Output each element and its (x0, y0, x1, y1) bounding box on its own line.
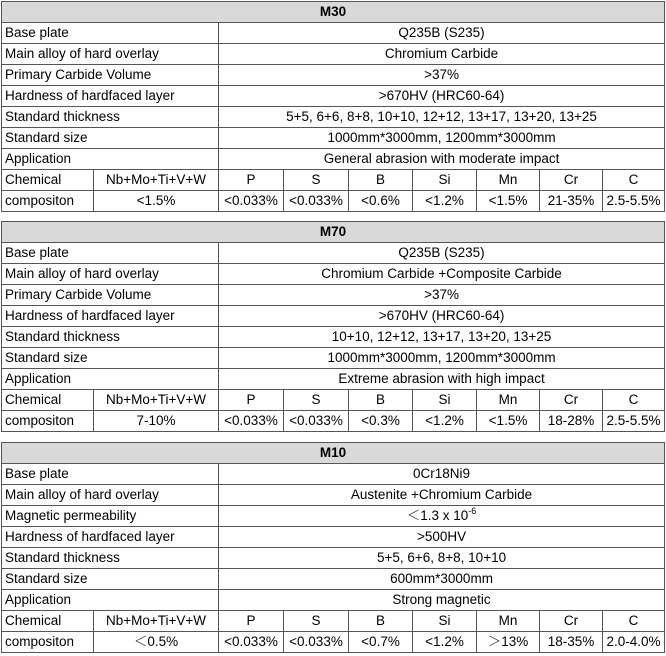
spec-table-m70 (1, 221, 665, 432)
chem-value: 2.5-5.5% (603, 411, 665, 432)
chem-value: <0.033% (284, 191, 349, 212)
table-row (2, 485, 665, 506)
chem-header: P (219, 170, 284, 191)
spec-table-m30 (1, 1, 665, 212)
chem-value: <0.7% (349, 632, 413, 653)
chem-header: P (219, 390, 284, 411)
chem-header: Si (413, 390, 477, 411)
chem-value: <0.033% (219, 191, 284, 212)
chem-header: Mn (477, 170, 540, 191)
chem-value: 18-35% (540, 632, 603, 653)
chem-header: Mn (477, 390, 540, 411)
row-value: Strong magnetic (219, 590, 665, 611)
table-row (2, 348, 665, 369)
chem-value: 18-28% (540, 411, 603, 432)
permeability-exponent: -6 (468, 505, 477, 516)
chem-value: ＜0.5% (94, 632, 219, 653)
row-label: Magnetic permeability (2, 506, 219, 527)
chem-value: <0.3% (349, 411, 413, 432)
chem-label: Chemical (2, 170, 94, 191)
table-row (2, 548, 665, 569)
chem-value: <0.033% (219, 632, 284, 653)
chem-header: Nb+Mo+Ti+V+W (94, 170, 219, 191)
chem-value: <1.2% (413, 632, 477, 653)
row-label: Primary Carbide Volume (2, 65, 219, 86)
chem-header: C (603, 390, 665, 411)
chem-value: 21-35% (540, 191, 603, 212)
row-label: Standard size (2, 569, 219, 590)
chem-header: Mn (477, 611, 540, 632)
chem-value: 2.5-5.5% (603, 191, 665, 212)
table-row (2, 264, 665, 285)
row-value: Q235B (S235) (219, 243, 665, 264)
row-value: 5+5, 6+6, 8+8, 10+10, 12+12, 13+17, 13+20, 13+25 (219, 107, 665, 128)
row-value (219, 506, 665, 527)
row-value: >670HV (HRC60-64) (219, 86, 665, 107)
row-value: Austenite +Chromium Carbide (219, 485, 665, 506)
chem-header: Cr (540, 170, 603, 191)
table-row (2, 149, 665, 170)
row-label: Main alloy of hard overlay (2, 44, 219, 65)
chem-value: <0.033% (284, 632, 349, 653)
row-label: Application (2, 149, 219, 170)
row-value: >37% (219, 65, 665, 86)
table-row (2, 285, 665, 306)
row-label: Hardness of hardfaced layer (2, 86, 219, 107)
row-value: Extreme abrasion with high impact (219, 369, 665, 390)
row-label: Hardness of hardfaced layer (2, 527, 219, 548)
row-label: Base plate (2, 464, 219, 485)
chem-value: <0.033% (219, 411, 284, 432)
table-row (2, 527, 665, 548)
row-label: Standard thickness (2, 548, 219, 569)
row-label: Application (2, 369, 219, 390)
row-value: General abrasion with moderate impact (219, 149, 665, 170)
chem-header: Cr (540, 611, 603, 632)
chem-value: <1.2% (413, 411, 477, 432)
row-value: 10+10, 12+12, 13+17, 13+20, 13+25 (219, 327, 665, 348)
row-value: 1000mm*3000mm, 1200mm*3000mm (219, 128, 665, 149)
table-title: M10 (2, 443, 665, 464)
row-label: Standard size (2, 128, 219, 149)
chem-value-row (2, 191, 665, 212)
row-label: Base plate (2, 243, 219, 264)
chem-header-row (2, 390, 665, 411)
chem-value: <1.2% (413, 191, 477, 212)
row-value: >500HV (219, 527, 665, 548)
row-label: Main alloy of hard overlay (2, 485, 219, 506)
row-label: Primary Carbide Volume (2, 285, 219, 306)
row-label: Hardness of hardfaced layer (2, 306, 219, 327)
row-value: 0Cr18Ni9 (219, 464, 665, 485)
chem-value: 2.0-4.0% (603, 632, 665, 653)
table-row (2, 306, 665, 327)
chem-value: <1.5% (94, 191, 219, 212)
chem-header: Si (413, 611, 477, 632)
chem-header: P (219, 611, 284, 632)
table-row (2, 569, 665, 590)
row-value: 5+5, 6+6, 8+8, 10+10 (219, 548, 665, 569)
chem-value: <1.5% (477, 191, 540, 212)
permeability-value: ＜1.3 x 10 (406, 508, 469, 523)
chem-value-row (2, 411, 665, 432)
table-title: M30 (2, 2, 665, 23)
chem-header: C (603, 170, 665, 191)
table-row (2, 107, 665, 128)
table-row (2, 86, 665, 107)
row-label: Main alloy of hard overlay (2, 264, 219, 285)
chem-header-row (2, 611, 665, 632)
chem-header: S (284, 611, 349, 632)
row-label: Standard thickness (2, 327, 219, 348)
table-row (2, 369, 665, 390)
row-label: Application (2, 590, 219, 611)
chem-header: Nb+Mo+Ti+V+W (94, 611, 219, 632)
table-row (2, 128, 665, 149)
table-row (2, 327, 665, 348)
row-value: >37% (219, 285, 665, 306)
chem-header: Nb+Mo+Ti+V+W (94, 390, 219, 411)
chem-value-row (2, 632, 665, 653)
table-row (2, 44, 665, 65)
row-label: Standard size (2, 348, 219, 369)
table-row (2, 590, 665, 611)
row-value: 1000mm*3000mm, 1200mm*3000mm (219, 348, 665, 369)
chem-header: B (349, 611, 413, 632)
row-value: Q235B (S235) (219, 23, 665, 44)
row-label: Base plate (2, 23, 219, 44)
chem-label: compositon (2, 632, 94, 653)
chem-value: ＞13% (477, 632, 540, 653)
chem-value: <0.6% (349, 191, 413, 212)
row-label: Standard thickness (2, 107, 219, 128)
table-row (2, 65, 665, 86)
row-value: >670HV (HRC60-64) (219, 306, 665, 327)
chem-label: Chemical (2, 390, 94, 411)
chem-header: B (349, 170, 413, 191)
spec-table-m10 (1, 442, 665, 653)
row-value: Chromium Carbide (219, 44, 665, 65)
chem-header: S (284, 390, 349, 411)
chem-header: S (284, 170, 349, 191)
chem-header: C (603, 611, 665, 632)
table-row (2, 243, 665, 264)
row-value: 600mm*3000mm (219, 569, 665, 590)
chem-header: Cr (540, 390, 603, 411)
chem-value: <0.033% (284, 411, 349, 432)
chem-label: Chemical (2, 611, 94, 632)
chem-header: B (349, 390, 413, 411)
table-title: M70 (2, 222, 665, 243)
row-value: Chromium Carbide +Composite Carbide (219, 264, 665, 285)
chem-label: compositon (2, 411, 94, 432)
chem-value: 7-10% (94, 411, 219, 432)
chem-header-row (2, 170, 665, 191)
chem-value: <1.5% (477, 411, 540, 432)
table-row (2, 464, 665, 485)
chem-header: Si (413, 170, 477, 191)
table-row (2, 23, 665, 44)
table-row (2, 506, 665, 527)
chem-label: compositon (2, 191, 94, 212)
